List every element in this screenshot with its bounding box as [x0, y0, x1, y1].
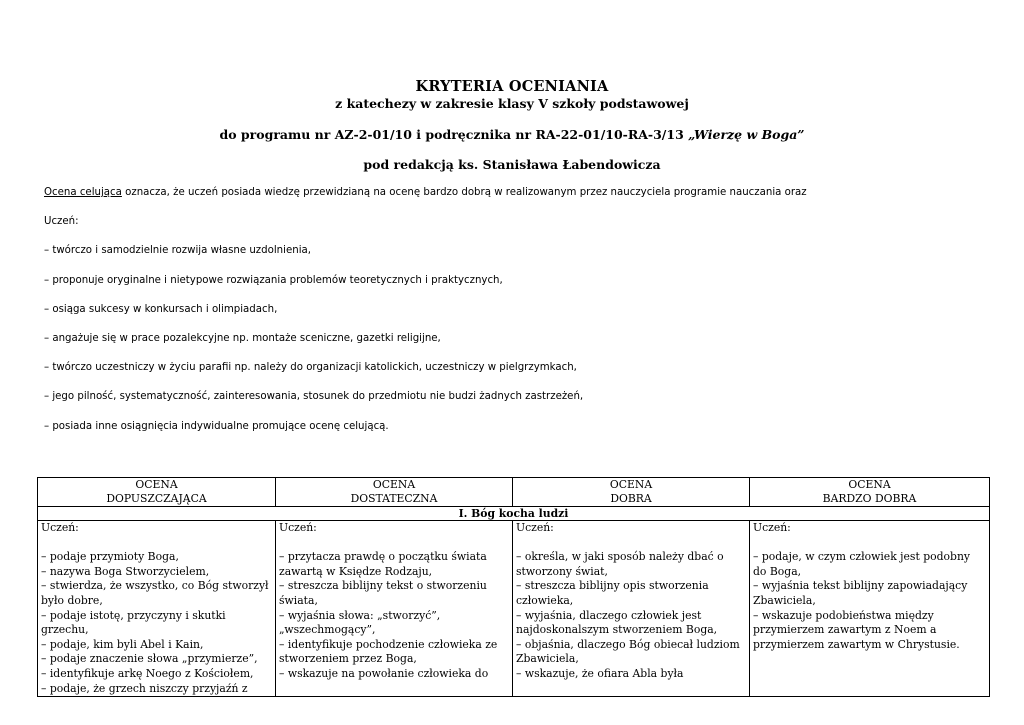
list-item: – podaje przymioty Boga, — [41, 550, 179, 564]
list-item: – nazywa Boga Stworzycielem, — [41, 564, 210, 578]
list-item: – podaje, w czym człowiek jest podobny do Boga, — [753, 550, 971, 578]
list-item: – podaje istotę, przyczyny i skutki grzechu, — [41, 608, 226, 637]
editor-line: pod redakcją ks. Stanisława Łabendowicza — [363, 157, 661, 172]
list-item: – streszcza biblijny opis stworzenia człowieka, — [516, 579, 709, 607]
intro-student-label: Uczeń: — [44, 216, 79, 227]
document-title: KRYTERIA OCENIANIA — [415, 78, 609, 95]
intro-item: – osiąga sukcesy w konkursach i olimpiadach, — [44, 304, 278, 315]
list-item: – stwierdza, że wszystko, co Bóg stworzył było dobre, — [41, 579, 269, 607]
student-label: Uczeń: — [753, 521, 791, 534]
program-book-title: „Wierzę w Boga” — [688, 127, 805, 142]
header-cell-dopuszczajaca: OCENA DOPUSZCZAJĄCA — [38, 478, 276, 507]
section-title: I. Bóg kocha ludzi — [38, 507, 990, 521]
intro-item: – angażuje się w prace pozalekcyjne np. montaże sceniczne, gazetki religijne, — [44, 333, 441, 344]
intro-lead — [44, 187, 807, 198]
list-item: – wyjaśnia tekst biblijny zapowiadający Zbawiciela, — [753, 579, 968, 607]
list-item: – podaje, kim byli Abel i Kain, — [41, 637, 204, 651]
student-label: Uczeń: — [41, 521, 79, 534]
list-item: – identyfikuje arkę Noego z Kościołem, — [41, 666, 254, 680]
header-cell-bardzo-dobra: OCENA BARDZO DOBRA — [750, 478, 990, 507]
list-item: – wyjaśnia słowa: „stworzyć”, „wszechmogący”, — [279, 608, 441, 637]
section-row — [38, 507, 990, 521]
list-item: – wyjaśnia, dlaczego człowiek jest najdoskonalszym stworzeniem Boga, — [516, 608, 718, 637]
list-item: – streszcza biblijny tekst o stworzeniu świata, — [279, 579, 487, 607]
list-item: – objaśnia, dlaczego Bóg obiecał ludziom Zbawiciela, — [516, 637, 740, 666]
criteria-cell-dobra — [513, 521, 750, 697]
intro-item: – proponuje oryginalne i nietypowe rozwiązania problemów teoretycznych i praktycznych, — [44, 275, 503, 286]
list-item: – przytacza prawdę o początku świata zawartą w Księdze Rodzaju, — [279, 550, 487, 578]
list-item: – podaje znaczenie słowa „przymierze”, — [41, 652, 258, 666]
intro-item: – jego pilność, systematyczność, zainteresowania, stosunek do przedmiotu nie budzi żadnych zastrzeżeń, — [44, 391, 584, 402]
list-item: – identyfikuje pochodzenie człowieka ze stworzeniem przez Boga, — [279, 637, 498, 666]
student-label: Uczeń: — [279, 521, 317, 534]
list-item: – określa, w jaki sposób należy dbać o stworzony świat, — [516, 550, 724, 578]
intro-item: – posiada inne osiągnięcia indywidualne promujące ocenę celującą. — [44, 421, 389, 432]
criteria-cell-bardzo-dobra — [750, 521, 990, 697]
program-line — [0, 127, 1024, 142]
list-item: – podaje, że grzech niszczy przyjaźń z — [41, 681, 248, 695]
table-header-row — [38, 478, 990, 507]
header-cell-dostateczna: OCENA DOSTATECZNA — [276, 478, 513, 507]
criteria-cell-dopuszczajaca — [38, 521, 276, 697]
intro-lead-rest: oznacza, że uczeń posiada wiedzę przewidzianą na ocenę bardzo dobrą w realizowanym przez nauczyciela programie nauczania oraz — [121, 187, 807, 198]
header-cell-dobra: OCENA DOBRA — [513, 478, 750, 507]
list-item: – wskazuje na powołanie człowieka do — [279, 666, 489, 680]
program-prefix: do programu nr AZ-2-01/10 i podręcznika nr RA-22-01/10-RA-3/13 — [219, 127, 689, 142]
student-label: Uczeń: — [516, 521, 554, 534]
intro-item: – twórczo i samodzielnie rozwija własne uzdolnienia, — [44, 245, 312, 256]
criteria-cell-dostateczna — [276, 521, 513, 697]
document-subtitle: z katechezy w zakresie klasy V szkoły podstawowej — [335, 96, 689, 111]
list-item: – wskazuje podobieństwa między przymierzem zawartym z Noem a przymierzem zawartym w Chrystusie. — [753, 608, 960, 651]
table-row — [38, 521, 990, 697]
grading-table — [37, 477, 990, 697]
list-item: – wskazuje, że ofiara Abla była — [516, 666, 684, 680]
intro-lead-underlined: Ocena celująca — [44, 187, 122, 198]
intro-item: – twórczo uczestniczy w życiu parafii np. należy do organizacji katolickich, uczestniczy w pielgrzymkach, — [44, 362, 577, 373]
